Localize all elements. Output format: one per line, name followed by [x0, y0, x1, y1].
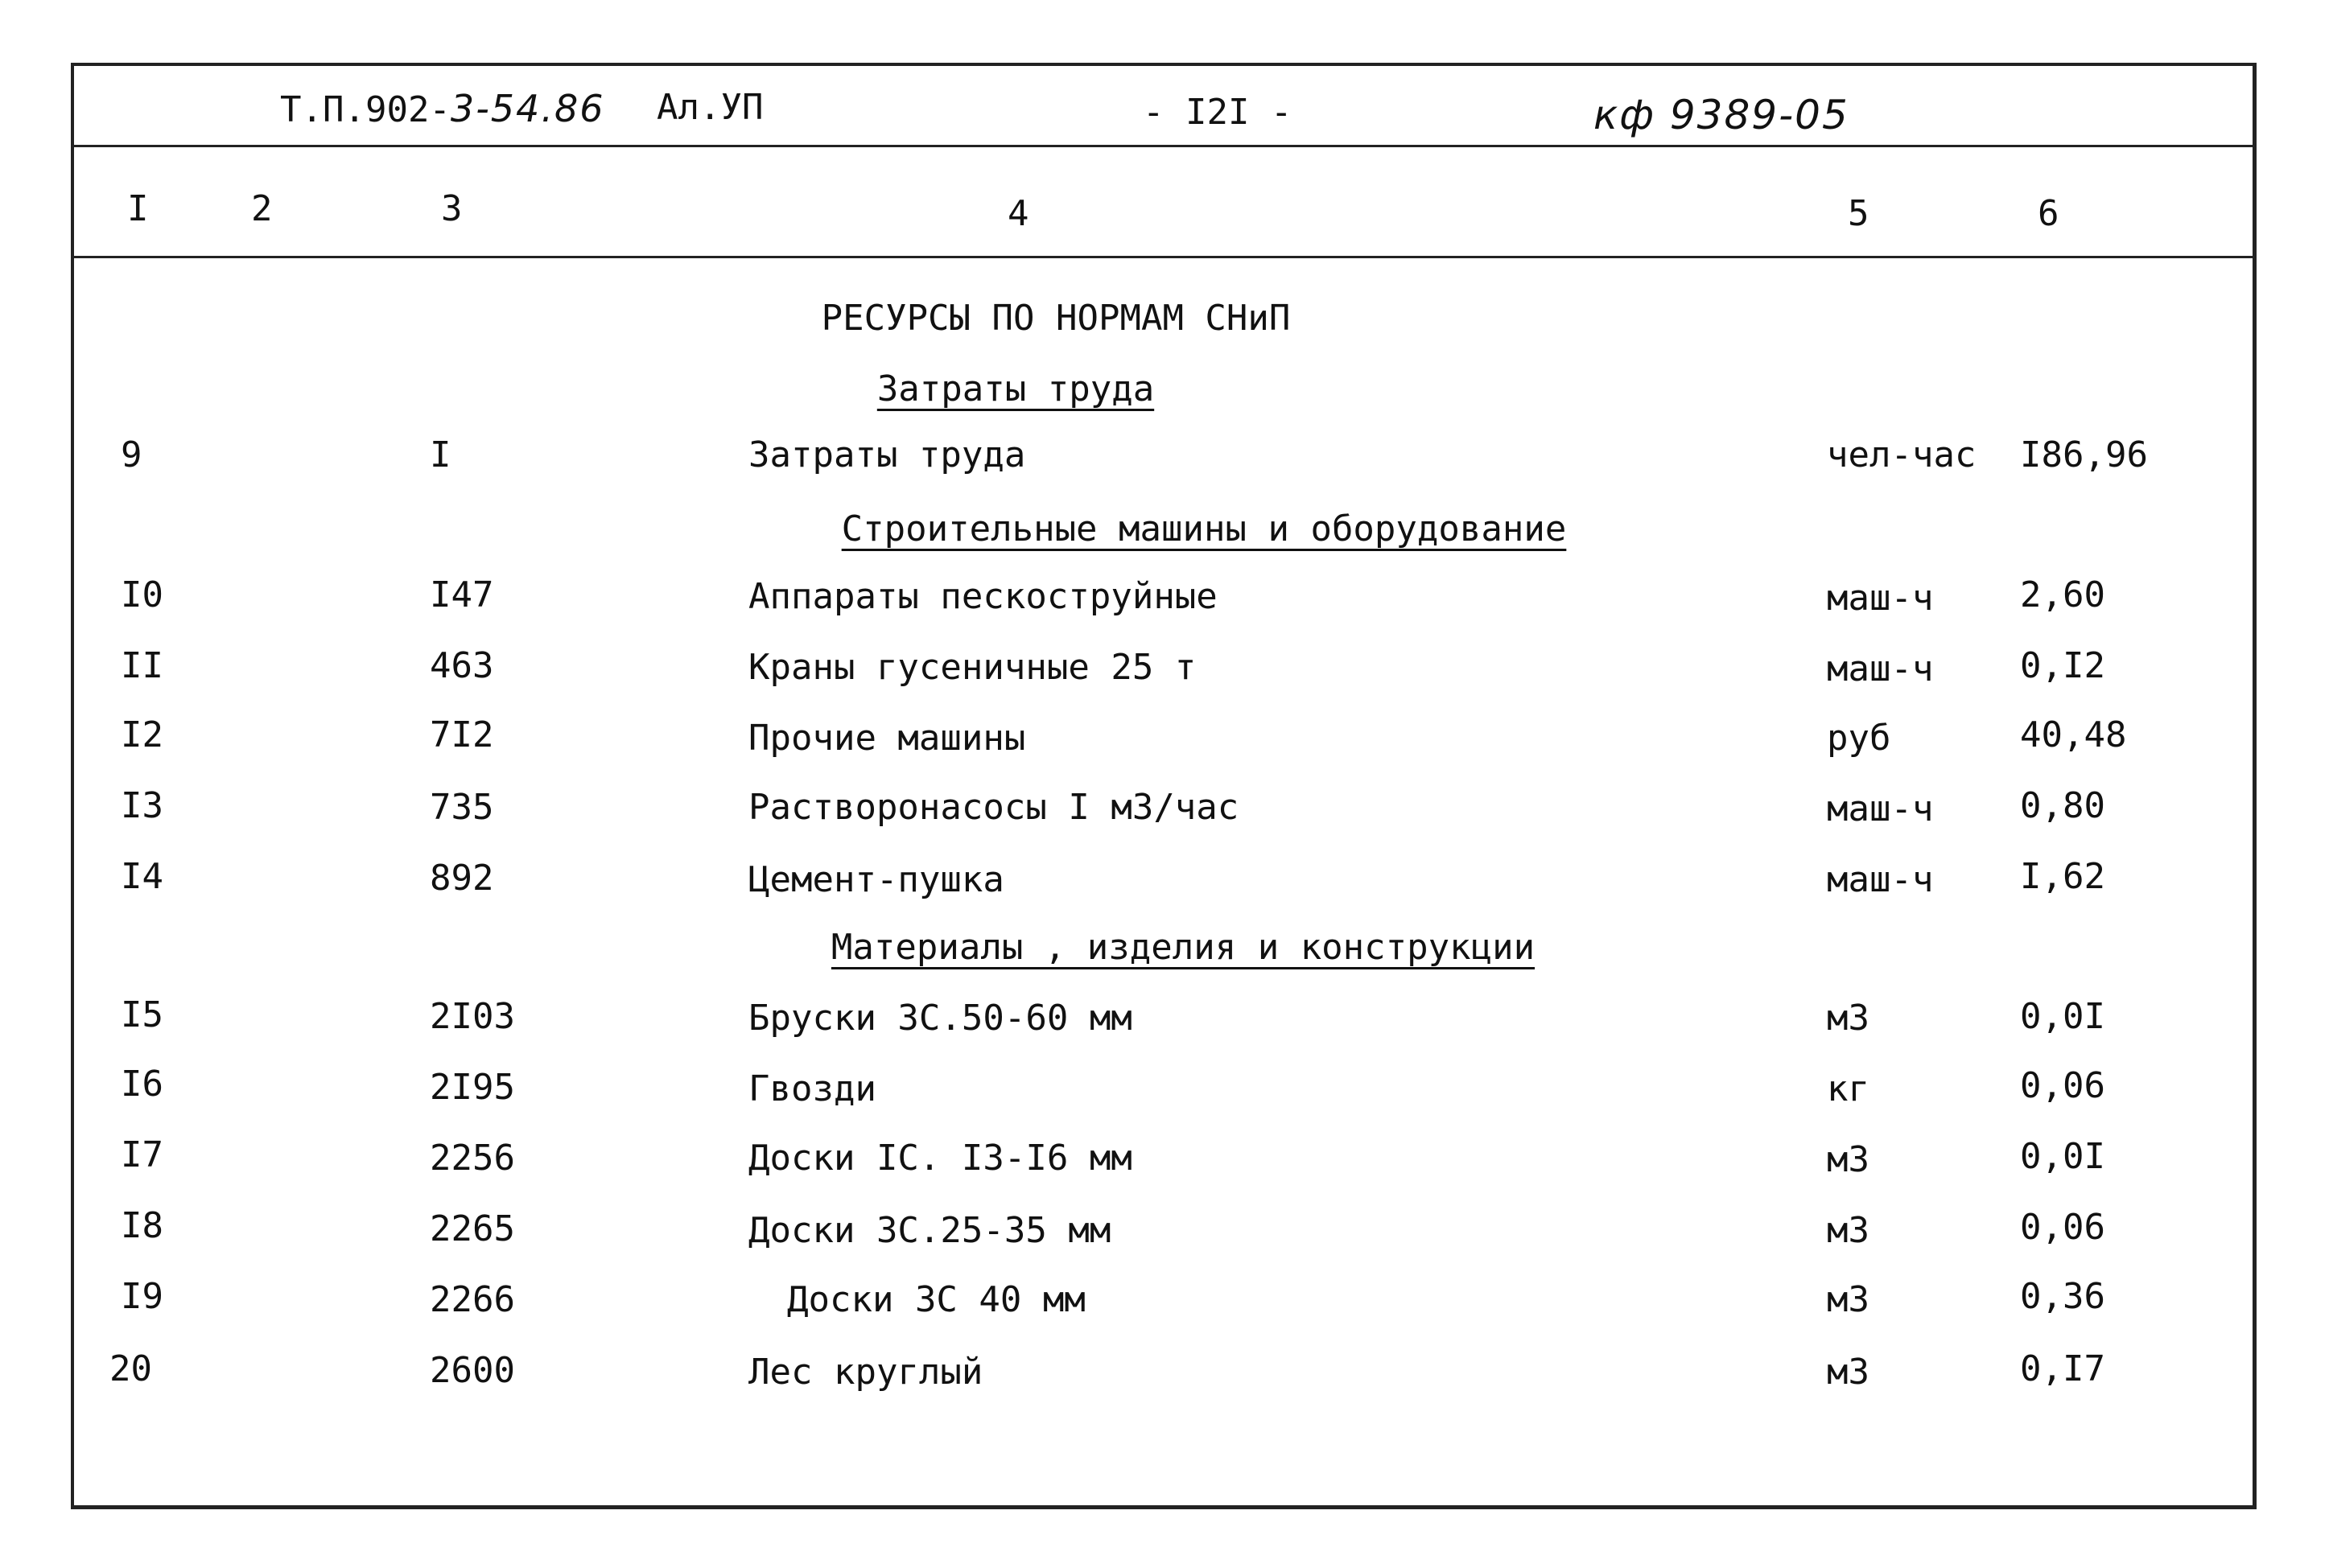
doc-code-handwritten: 3-54.86 — [450, 87, 605, 130]
quantity: 2,60 — [2020, 574, 2105, 615]
quantity: 0,80 — [2020, 785, 2105, 826]
resource-name: Цемент-пушка — [748, 859, 1004, 900]
column-header-4: 4 — [1008, 193, 1029, 234]
row-number: I8 — [121, 1205, 163, 1246]
resource-name: Доски 3С 40 мм — [787, 1279, 1086, 1320]
unit: м3 — [1827, 1352, 1869, 1393]
resource-name: Бруски 3С.50-60 мм — [748, 998, 1132, 1039]
row-number: I4 — [121, 856, 163, 897]
row-number: I6 — [121, 1064, 163, 1105]
resource-name: Гвозди — [748, 1068, 876, 1109]
resource-code: 7I2 — [430, 714, 494, 755]
resource-name: Аппараты пескоструйные — [748, 576, 1218, 617]
section-heading-materials: Материалы , изделия и конструкции — [831, 927, 1535, 968]
page-number: - I2I - — [1143, 92, 1292, 133]
resource-name: Краны гусеничные 25 т — [748, 647, 1197, 688]
album-label: Ал.УП — [657, 87, 764, 128]
unit: руб — [1827, 718, 1891, 759]
resource-name: Лес круглый — [748, 1352, 983, 1393]
unit: м3 — [1827, 1139, 1869, 1180]
resource-name: Растворонасосы I м3/час — [748, 787, 1239, 828]
unit: маш-ч — [1827, 578, 1934, 619]
column-header-5: 5 — [1848, 193, 1869, 234]
section-heading-machines: Строительные машины и оборудование — [841, 508, 1567, 549]
unit: чел-час — [1827, 434, 1977, 475]
resource-code: I47 — [430, 574, 494, 615]
table-title: РЕСУРСЫ ПО НОРМАМ СНиП — [821, 298, 1291, 339]
resource-code: 2600 — [430, 1350, 515, 1391]
column-header-divider — [74, 256, 2253, 258]
resource-code: 463 — [430, 645, 494, 686]
column-header-1: I — [127, 188, 149, 229]
unit: м3 — [1827, 998, 1869, 1039]
unit: маш-ч — [1827, 648, 1934, 689]
unit: маш-ч — [1827, 788, 1934, 829]
quantity: 0,I2 — [2020, 645, 2105, 686]
quantity: 0,0I — [2020, 1136, 2105, 1177]
row-number: 9 — [121, 434, 142, 475]
resource-code: 2I95 — [430, 1067, 515, 1108]
section-heading-labor: Затраты труда — [876, 368, 1155, 409]
resource-code: 2266 — [430, 1279, 515, 1320]
resource-code: 2I03 — [430, 996, 515, 1037]
quantity: 40,48 — [2020, 714, 2127, 755]
archive-stamp: кф 9389-05 — [1593, 92, 1849, 138]
resource-code: 735 — [430, 787, 494, 828]
row-number: 20 — [109, 1348, 152, 1389]
resource-code: 2265 — [430, 1208, 515, 1249]
row-number: I9 — [121, 1276, 163, 1317]
quantity: 0,06 — [2020, 1207, 2105, 1248]
quantity: 0,06 — [2020, 1065, 2105, 1106]
row-number: I5 — [121, 994, 163, 1035]
resource-code: 2256 — [430, 1138, 515, 1179]
row-number: I0 — [121, 574, 163, 615]
row-number: I7 — [121, 1134, 163, 1175]
resource-name: Доски IС. I3-I6 мм — [748, 1138, 1132, 1179]
doc-code — [280, 87, 605, 130]
unit: кг — [1827, 1068, 1869, 1109]
row-number: I2 — [121, 714, 163, 755]
doc-code-prefix: Т.П.902- — [280, 89, 451, 130]
unit: м3 — [1827, 1210, 1869, 1251]
quantity: I86,96 — [2020, 434, 2148, 475]
column-header-6: 6 — [2038, 193, 2059, 234]
row-number: II — [121, 645, 163, 686]
header-divider — [74, 145, 2253, 147]
row-number: I3 — [121, 785, 163, 826]
resource-name: Доски 3С.25-35 мм — [748, 1210, 1111, 1251]
quantity: 0,36 — [2020, 1276, 2105, 1317]
column-header-3: 3 — [441, 188, 463, 229]
quantity: 0,I7 — [2020, 1348, 2105, 1389]
page-frame — [71, 63, 2257, 1509]
column-header-2: 2 — [251, 188, 273, 229]
resource-code: 892 — [430, 858, 494, 899]
resource-name: Прочие машины — [748, 718, 1026, 759]
unit: маш-ч — [1827, 859, 1934, 900]
quantity: I,62 — [2020, 856, 2105, 897]
unit: м3 — [1827, 1279, 1869, 1320]
resource-code: I — [430, 434, 451, 475]
quantity: 0,0I — [2020, 996, 2105, 1037]
resource-name: Затраты труда — [748, 434, 1026, 475]
